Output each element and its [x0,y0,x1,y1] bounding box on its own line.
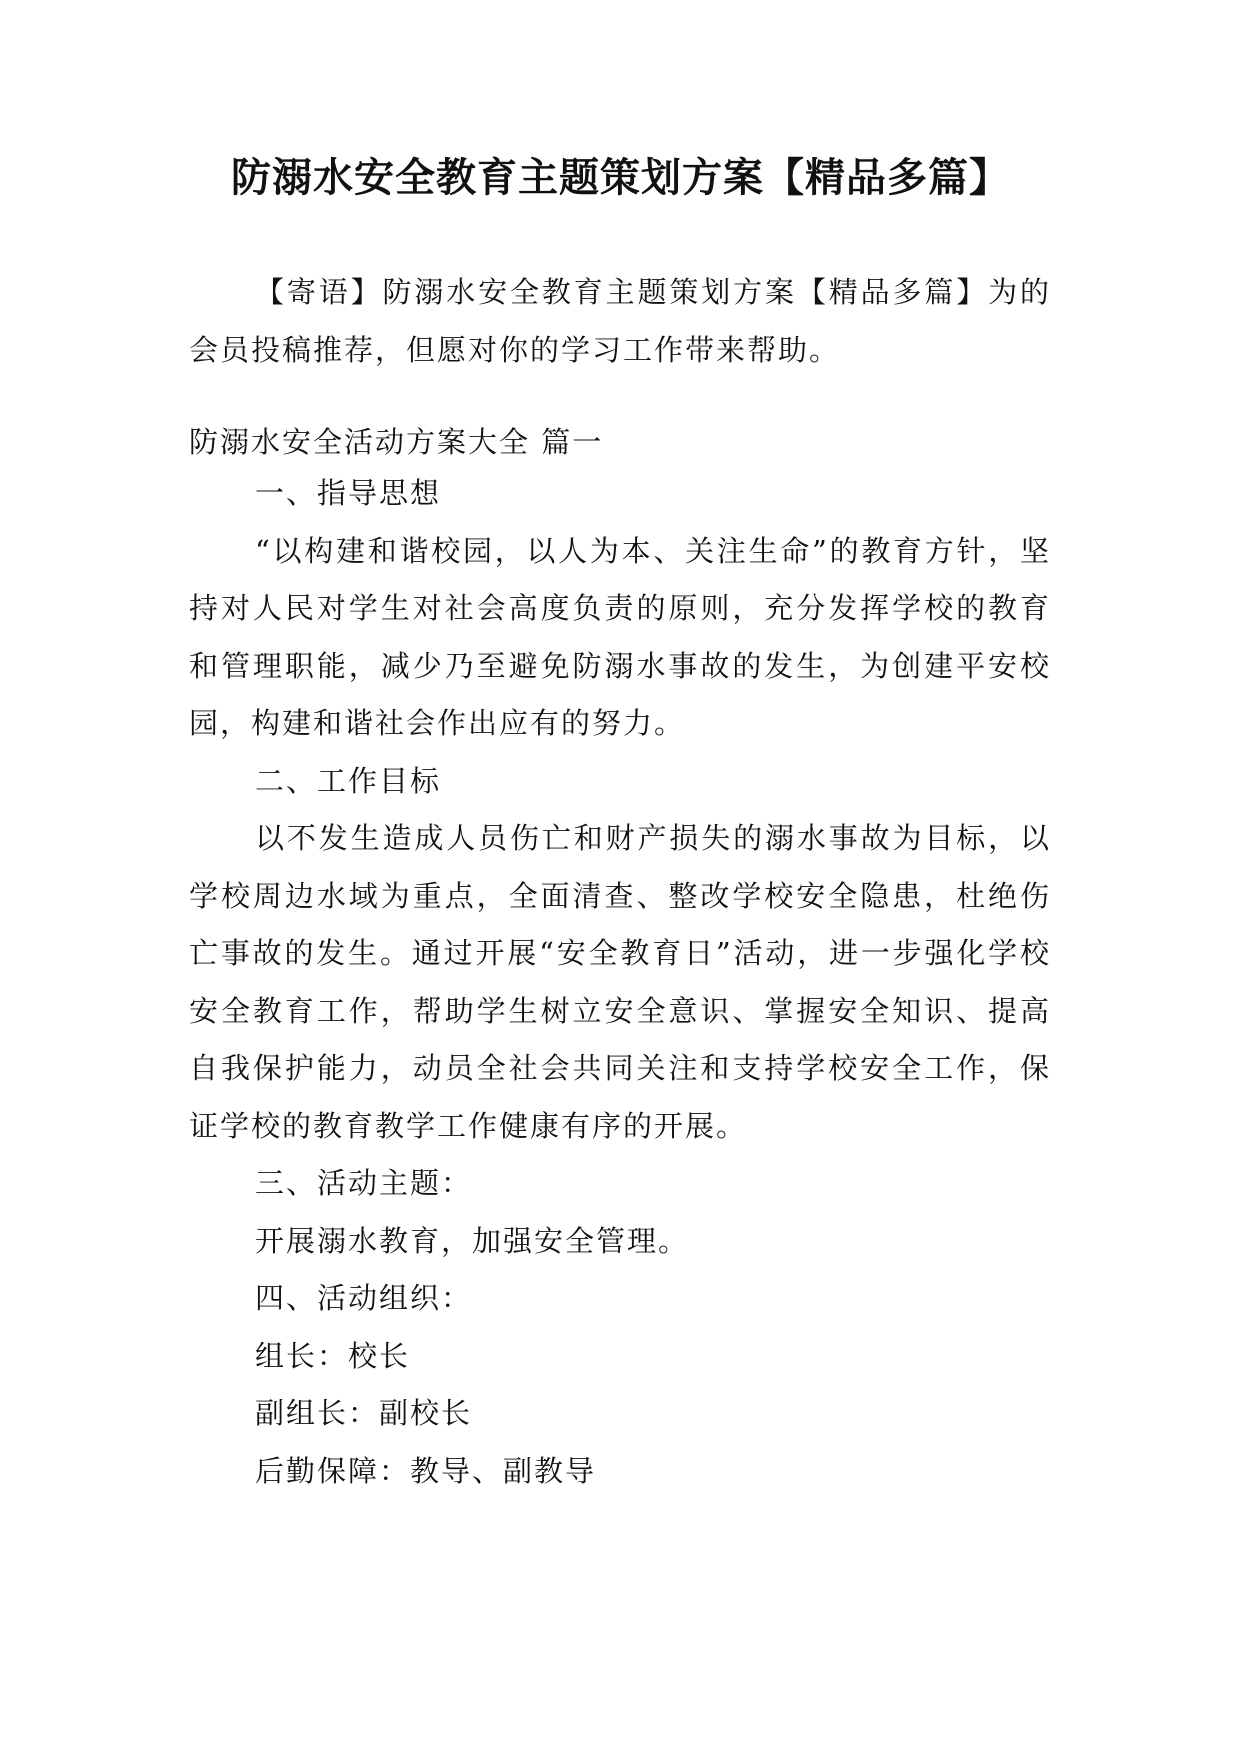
heading-activity-organization: 四、活动组织： [255,1281,473,1315]
heading-work-goals: 二、工作目标 [255,763,442,798]
preface-paragraph: 【寄语】防溺水安全教育主题策划方案【精品多篇】为的会员投稿推荐，但愿对你的学习工作带来帮助。 [189,275,1051,367]
section-body [189,465,1051,1500]
section-heading: 防溺水安全活动方案大全 篇一 [189,425,604,459]
line-group-leader: 组长：校长 [255,1338,411,1373]
heading-guiding-ideology: 一、指导思想 [255,476,442,510]
heading-activity-theme: 三、活动主题： [255,1166,473,1200]
paragraph-work-goals: 以不发生造成人员伤亡和财产损失的溺水事故为目标，以学校周边水域为重点，全面清查、整改学校安全隐患，杜绝伤亡事故的发生。通过开展“安全教育日”活动，进一步强化学校安全教育工作，帮助学生树立安全意识、掌握安全知识、提高自我保护能力，动员全社会共同关注和支持学校安全工作，保证学校的教育教学工作健康有序的开展。 [189,821,1051,1143]
paragraph-guiding-ideology: “以构建和谐校园，以人为本、关注生命”的教育方针，坚持对人民对学生对社会高度负责的原则，充分发挥学校的教育和管理职能，减少乃至避免防溺水事故的发生，为创建平安校园，构建和谐社会作出应有的努力。 [189,533,1051,740]
paragraph-activity-theme: 开展溺水教育，加强安全管理。 [255,1223,690,1258]
document-title: 防溺水安全教育主题策划方案【精品多篇】 [231,155,1010,201]
line-logistics: 后勤保障：教导、副教导 [255,1453,597,1488]
line-deputy-leader: 副组长：副校长 [255,1396,473,1430]
